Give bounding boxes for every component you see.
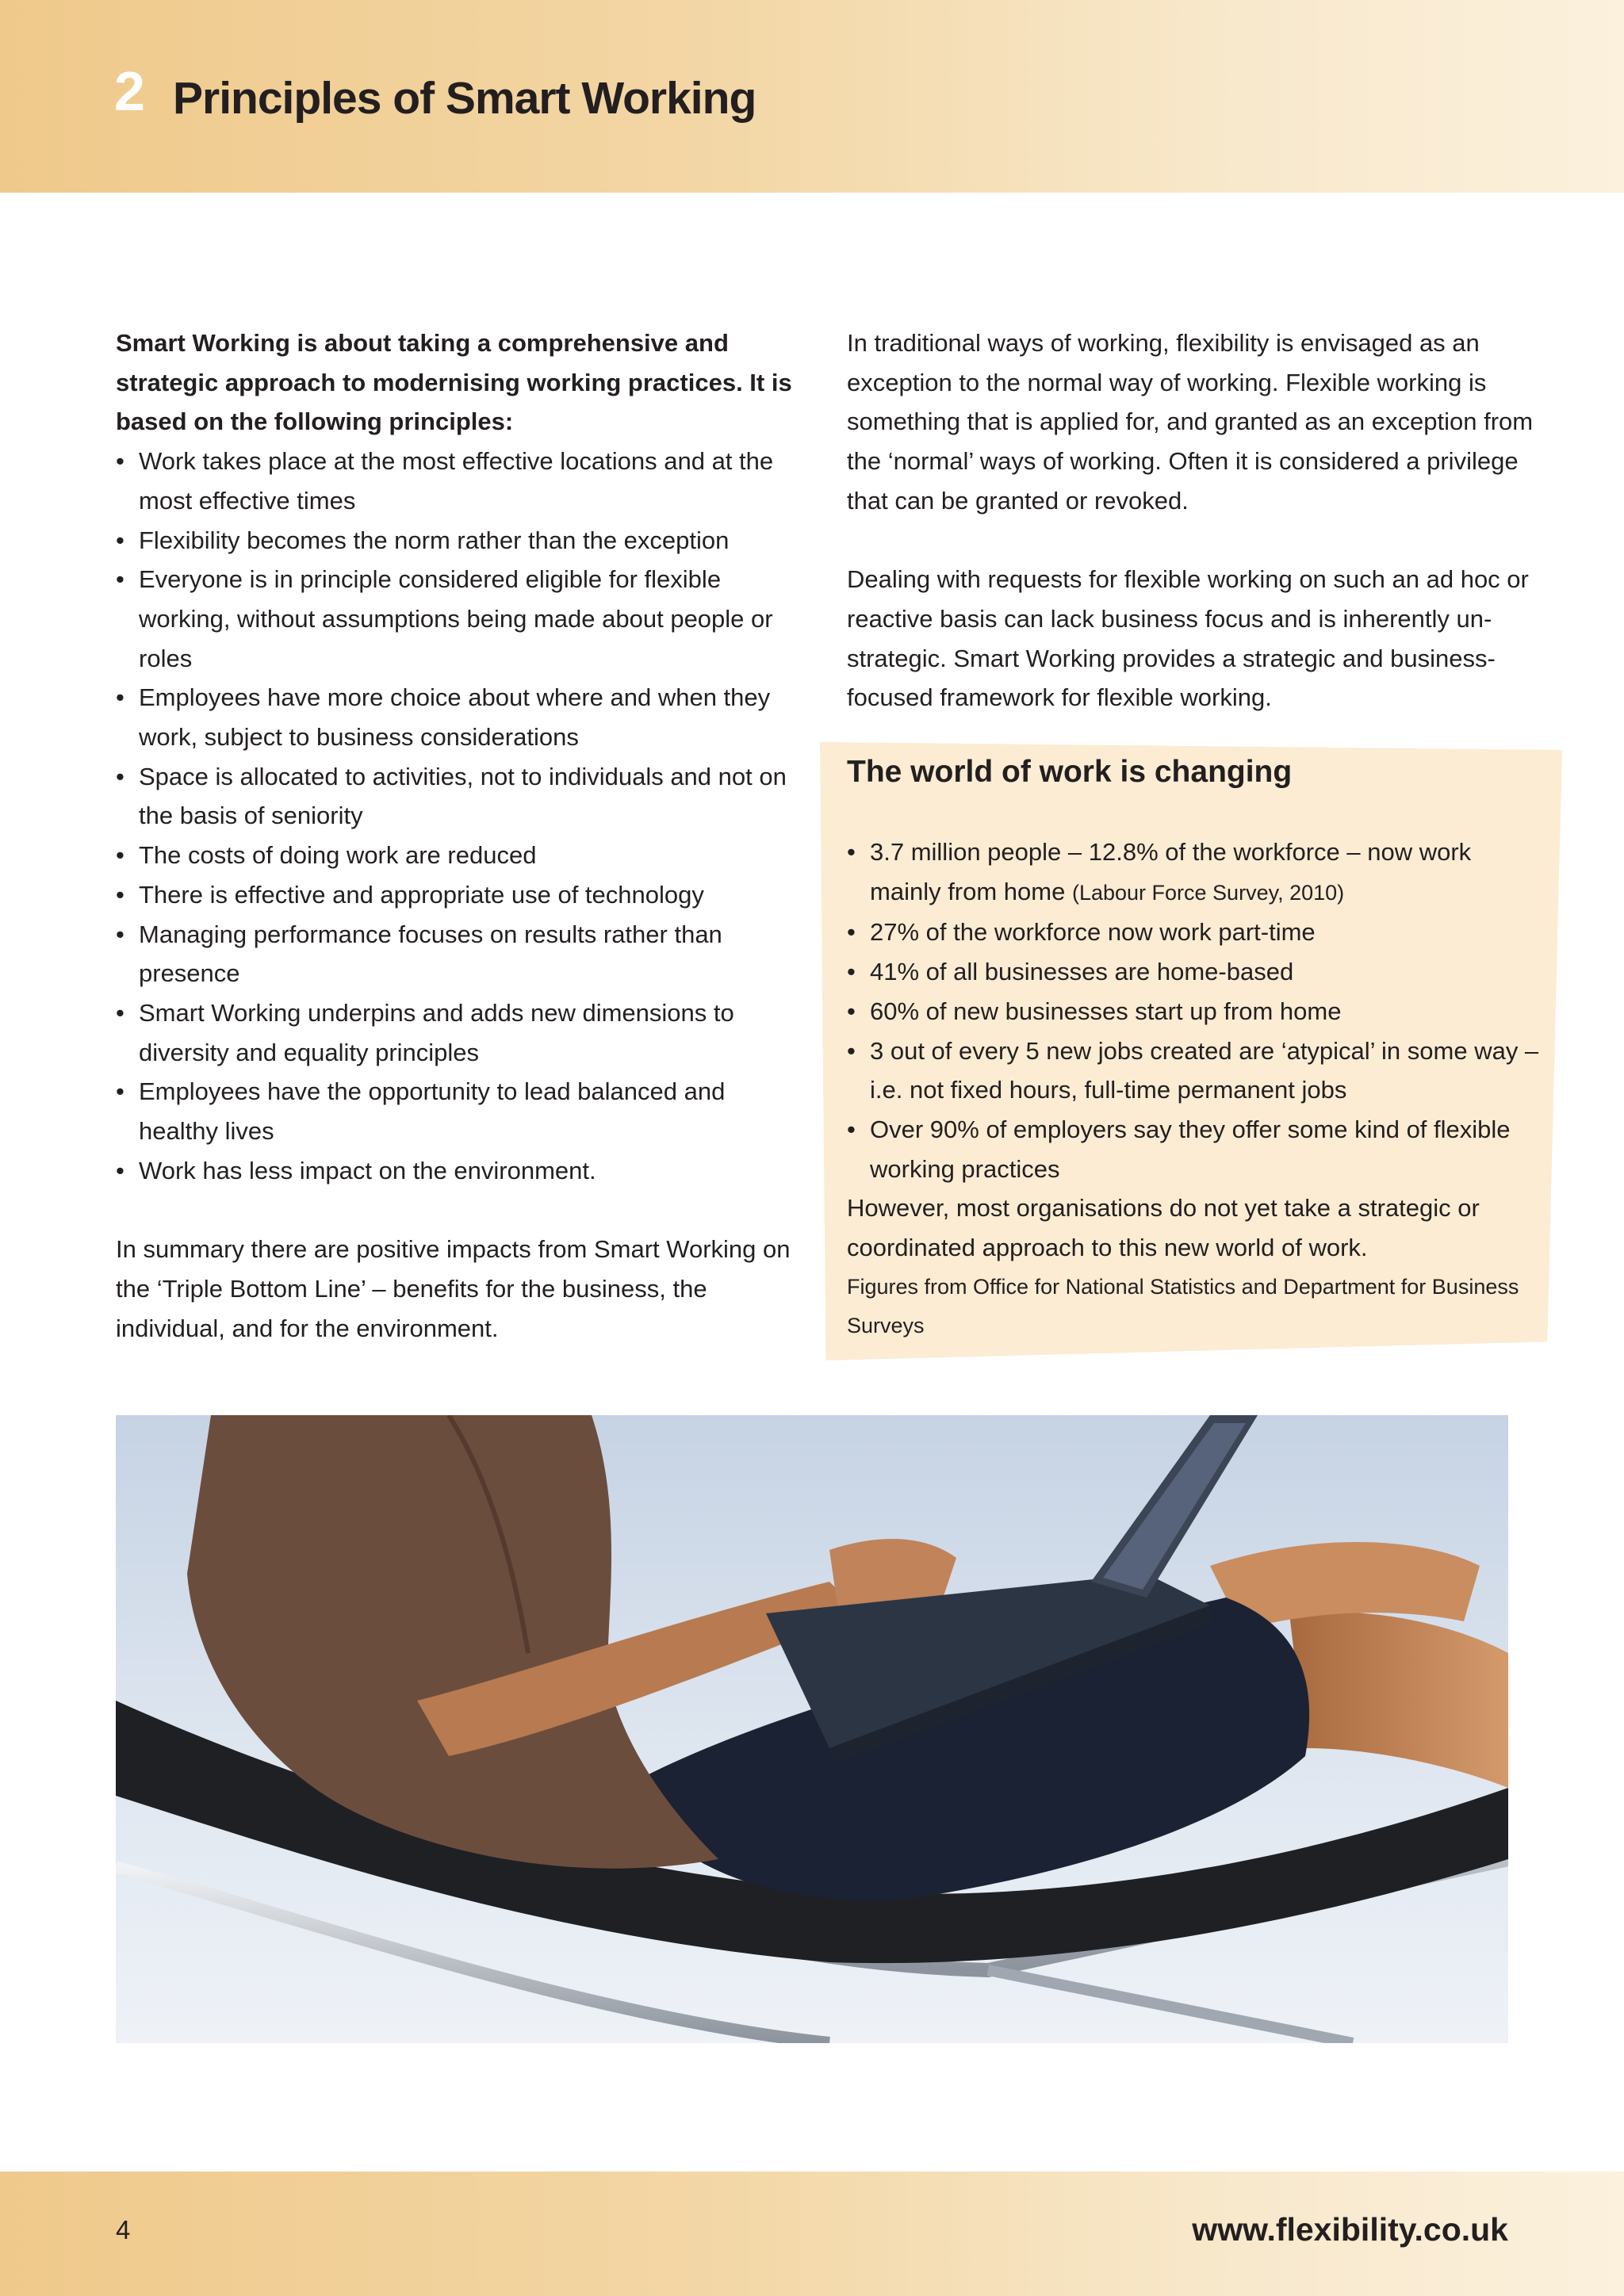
list-item: • 3 out of every 5 new jobs created are ‘atypical’ in some way – i.e. not fixed hours, full-time permanent jobs [847,1031,1545,1110]
list-item: • Managing performance focuses on results rather than presence [116,915,806,993]
list-item: • 60% of new businesses start up from home [847,992,1545,1031]
facts-list [847,832,1545,1188]
list-item: • Employees have more choice about where and when they work, subject to business considerations [116,678,806,756]
list-item: • 27% of the workforce now work part-time [847,913,1545,952]
callout-closing: However, most organisations do not yet take a strategic or coordinated approach to this new world of work. [847,1194,1480,1262]
list-item: • Everyone is in principle considered eligible for flexible working, without assumptions being made about people or roles [116,560,806,678]
list-item: • Smart Working underpins and adds new dimensions to diversity and equality principles [116,993,806,1072]
principles-list [116,442,806,1190]
list-item: • Employees have the opportunity to lead balanced and healthy lives [116,1072,806,1150]
website-link[interactable]: www.flexibility.co.uk [1192,2211,1508,2248]
list-item: • Space is allocated to activities, not to individuals and not on the basis of seniority [116,757,806,836]
summary-paragraph: In summary there are positive impacts from Smart Working on the ‘Triple Bottom Line’ – benefits for the business, the individual, and for the environment. [116,1235,791,1342]
fact-source: (Labour Force Survey, 2010) [1071,880,1345,905]
list-item [847,832,1545,913]
list-item: • Work has less impact on the environment. [116,1151,806,1191]
list-item: • The costs of doing work are reduced [116,836,806,875]
callout-title: The world of work is changing [847,755,1293,789]
intro-paragraph: Smart Working is about taking a comprehensive and strategic approach to modernising working practices. It is based on the following principles: [116,329,792,436]
page-title: Principles of Smart Working [173,73,756,124]
page-number: 4 [116,2215,131,2244]
source-note: Figures from Office for National Statistics and Department for Business Surveys [847,1274,1519,1338]
callout-box [847,752,1545,1346]
woman-with-laptop-photo [116,1415,1508,2043]
list-item: • Work takes place at the most effective locations and at the most effective times [116,442,806,520]
ad-hoc-requests-paragraph: Dealing with requests for flexible working on such an ad hoc or reactive basis can lack business focus and is inherently un-strategic. Smart Working provides a strategic and business-focused framework for flexible working. [847,565,1529,712]
traditional-working-paragraph: In traditional ways of working, flexibility is envisaged as an exception to the normal way of working. Flexible working is something that is applied for, and granted as an exception from the ‘normal’ ways of working. Often it is considered a privilege that can be granted or revoked. [847,329,1534,515]
section-number: 2 [114,60,145,122]
fact-text: 3.7 million people – 12.8% of the workforce – now work mainly from home [870,838,1472,905]
list-item: • 41% of all businesses are home-based [847,952,1545,992]
list-item: • Flexibility becomes the norm rather than the exception [116,521,806,561]
right-column [847,323,1545,718]
list-item: • There is effective and appropriate use of technology [116,875,806,915]
left-column [116,323,806,1348]
list-item: • Over 90% of employers say they offer some kind of flexible working practices [847,1110,1545,1188]
